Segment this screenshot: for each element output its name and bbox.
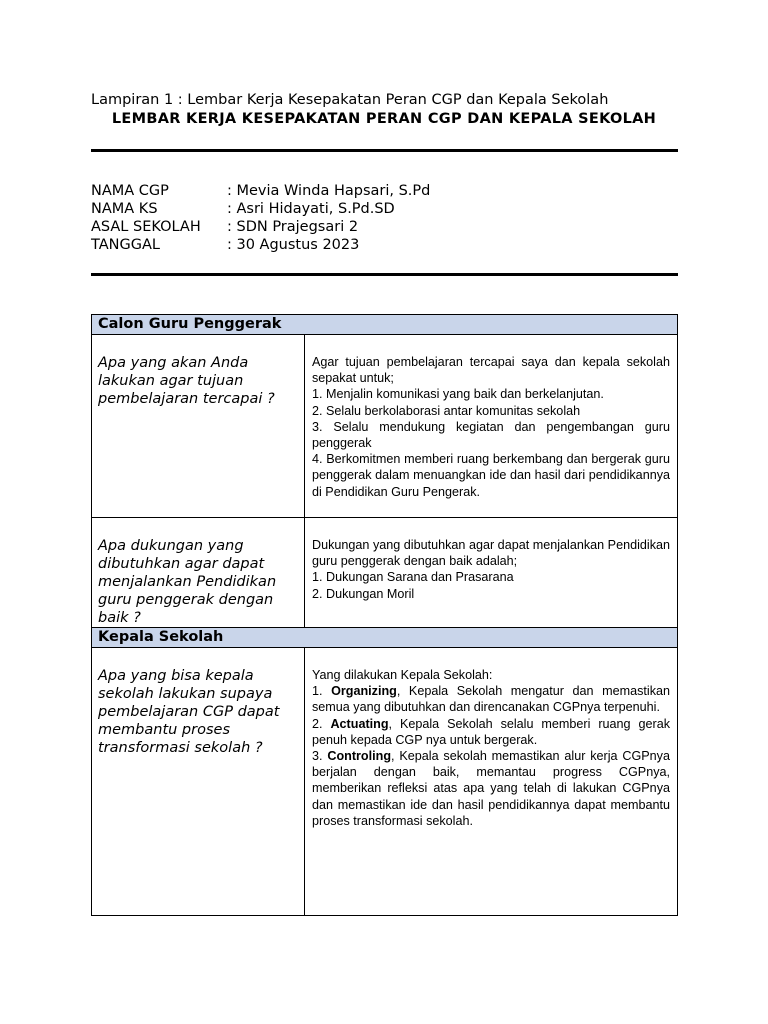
table-row xyxy=(92,648,678,916)
info-row-nama-ks xyxy=(91,200,430,218)
info-label: NAMA KS xyxy=(91,201,158,217)
info-value: : Asri Hidayati, S.Pd.SD xyxy=(227,201,395,217)
identity-block xyxy=(91,182,430,254)
top-divider xyxy=(91,149,678,152)
bottom-divider xyxy=(91,273,678,276)
table-row xyxy=(92,335,678,518)
answer-cell: Agar tujuan pembelajaran tercapai saya dan kepala sekolah sepakat untuk; 1. Menjalin komunikasi yang baik dan berkelanjutan. 2. Selalu berkolaborasi antar komunitas sekolah 3. Selalu mendukung kegiatan dan pengembangan guru penggerak 4. Berkomitmen memberi ruang berkembang dan bergerak guru penggerak dalam menuangkan ide dan hasil dari pendidikannya di Pendidikan Guru Pengerak. xyxy=(305,335,678,518)
info-label: ASAL SEKOLAH xyxy=(91,219,201,235)
answer-cell: Yang dilakukan Kepala Sekolah: 1. Organizing, Kepala Sekolah mengatur dan memastikan semua yang dibutuhkan dan direncanakan CGPnya terpenuhi. 2. Actuating, Kepala Sekolah selalu memberi ruang gerak penuh kepada CGP nya untuk bergerak. 3. Controling, Kepala sekolah memastikan alur kerja CGPnya berjalan dengan baik, memantau progress CGPnya, memberikan refleksi atas apa yang telah di lakukan CGPnya dan memastikan ide dan hasil pendidikannya dapat membantu proses transformasi sekolah. xyxy=(305,648,678,916)
info-row-nama-cgp xyxy=(91,182,430,200)
section-heading-ks: Kepala Sekolah xyxy=(92,628,678,648)
info-row-asal-sekolah xyxy=(91,218,430,236)
table-row xyxy=(92,518,678,628)
agreement-table xyxy=(91,314,678,916)
section-heading-cgp: Calon Guru Penggerak xyxy=(92,315,678,335)
document-title: LEMBAR KERJA KESEPAKATAN PERAN CGP DAN KEPALA SEKOLAH xyxy=(111,111,657,127)
attachment-line: Lampiran 1 : Lembar Kerja Kesepakatan Peran CGP dan Kepala Sekolah xyxy=(91,92,609,108)
info-value: : SDN Prajegsari 2 xyxy=(227,219,359,235)
info-value: : 30 Agustus 2023 xyxy=(227,237,360,253)
answer-cell: Dukungan yang dibutuhkan agar dapat menjalankan Pendidikan guru penggerak dengan baik adalah; 1. Dukungan Sarana dan Prasarana 2. Dukungan Moril xyxy=(305,518,678,628)
info-row-tanggal xyxy=(91,236,430,254)
info-label: NAMA CGP xyxy=(91,183,169,199)
question-cell: Apa yang bisa kepala sekolah lakukan supaya pembelajaran CGP dapat membantu proses transformasi sekolah ? xyxy=(92,648,305,916)
info-label: TANGGAL xyxy=(91,237,160,253)
info-value: : Mevia Winda Hapsari, S.Pd xyxy=(227,183,431,199)
question-cell: Apa yang akan Anda lakukan agar tujuan pembelajaran tercapai ? xyxy=(92,335,305,518)
question-cell: Apa dukungan yang dibutuhkan agar dapat menjalankan Pendidikan guru penggerak dengan baik ? xyxy=(92,518,305,628)
